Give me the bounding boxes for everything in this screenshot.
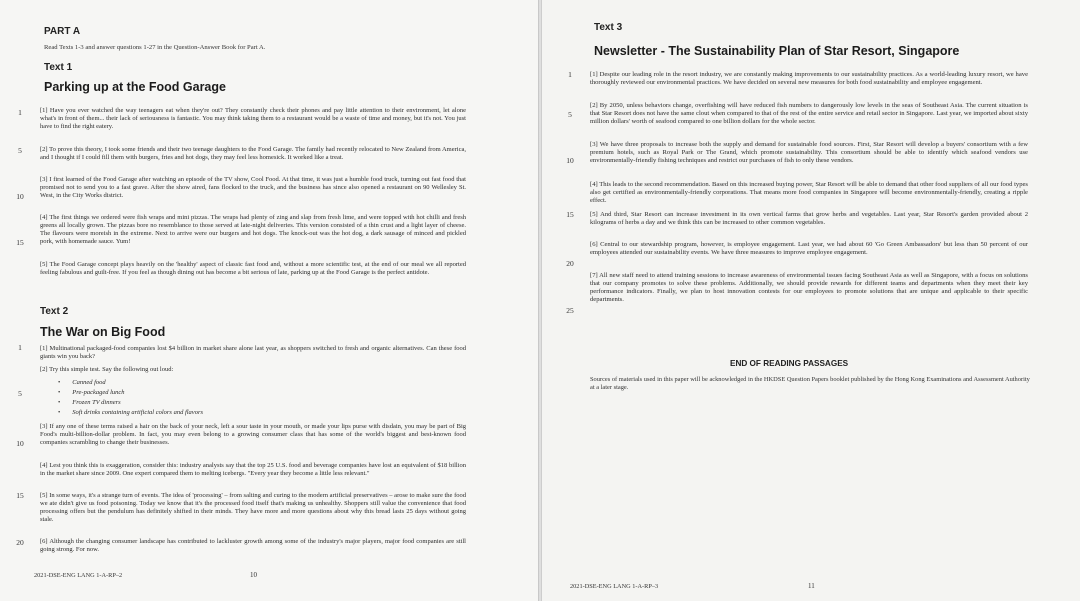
text1-paragraph-3: [3] I first learned of the Food Garage after watching an episode of the TV show, Cool Food. At that time, it was just a humble food truck, turning out fast food that promised not to send you to a fast grave. After the show aired, fans flocked to the truck, and the business has since also opened a restaurant on 90 Wellesley St. West, in the City Works district. xyxy=(40,176,466,199)
text3-label: Text 3 xyxy=(594,22,623,33)
text2-paragraph-1: [1] Multinational packaged-food companies lost $4 billion in market share alone last year, as shoppers switched to fresh and organic alternatives. Can these food giants win you back? xyxy=(40,345,466,360)
line-number: 15 xyxy=(16,491,24,500)
bullet-item: • Soft drinks containing artificial colors and flavors xyxy=(58,408,203,418)
bullet-item: • Canned food xyxy=(58,378,203,388)
text3-paragraph-6: [6] Central to our stewardship program, however, is employee engagement. Last year, we had about 60 'Go Green Ambassadors' but less than 50 percent of our employees attended our sustainability events. We have three measures to improve employee engagement. xyxy=(590,241,1028,256)
line-number: 20 xyxy=(16,538,24,547)
line-number: 25 xyxy=(566,306,574,315)
end-of-passages-heading: END OF READING PASSAGES xyxy=(730,359,849,368)
right-page xyxy=(542,0,1080,601)
line-number: 10 xyxy=(16,439,24,448)
line-number: 1 xyxy=(18,343,22,352)
text1-paragraph-5: [5] The Food Garage concept plays heavily on the 'healthy' aspect of classic fast food and, without a more scientific test, at the end of our meal we all reported feeling fabulous and guilt-free. If you feel as though dining out has become a bit serious of late, parking up at the Food Garage is the perfect antidote. xyxy=(40,261,466,276)
bullet-item: • Frozen TV dinners xyxy=(58,398,203,408)
page-number: 11 xyxy=(808,582,815,590)
line-number: 1 xyxy=(568,70,572,79)
part-heading: PART A xyxy=(44,26,81,37)
line-number: 15 xyxy=(16,238,24,247)
text1-paragraph-1: [1] Have you ever watched the way teenagers eat when they're out? They constantly check their phones and pay little attention to their environment, let alone what's in front of them... their lack of seriousness is fantastic. You may think taking them to a restaurant would be a waste of time and money, but it's not. You just have to find the right eatery. xyxy=(40,107,466,130)
line-number: 10 xyxy=(16,192,24,201)
instructions: Read Texts 1-3 and answer questions 1-27 in the Question-Answer Book for Part A. xyxy=(44,44,266,51)
text3-paragraph-7: [7] All new staff need to attend training sessions to increase awareness of environmental issues facing Southeast Asia as well as Singapore, with a focus on solutions that our company promotes to solve these problems. Additionally, we should provide rewards for different teams and departments when they meet their key performance indicators. Finally, we plan to host innovation contests for our employees to promote solutions that are unique and applicable to their specific departments. xyxy=(590,272,1028,303)
text2-paragraph-3: [3] If any one of these terms raised a hair on the back of your neck, left a sour taste in your mouth, or made your lips purse with disdain, you may be part of Big Food's multi-billion-dollar problem. In fact, you may even belong to a growing consumer class that has some of the world's biggest and best-known food companies scrambling to change their businesses. xyxy=(40,423,466,446)
bullet-item: • Pre-packaged lunch xyxy=(58,388,203,398)
line-number: 5 xyxy=(18,146,22,155)
line-number: 20 xyxy=(566,259,574,268)
line-number: 5 xyxy=(18,389,22,398)
text2-paragraph-4: [4] Lest you think this is exaggeration, consider this: industry analysts say that the top 25 U.S. food and beverage companies have lost an equivalent of $18 billion in the market share since 2009. One expert compared them to melting icebergs. "Every year they become a little less relevant." xyxy=(40,462,466,477)
text3-paragraph-3: [3] We have three proposals to increase both the supply and demand for sustainable food sources. First, Star Resort will develop a buyers' consortium with a few premium hotels, such as Royal Park or The Grand, which promote sustainability. This consortium should be able to identify which seafood vendors use environmentally-friendly fishing techniques and restrict our purchases of fish to only these vendors. xyxy=(590,141,1028,164)
page-number: 10 xyxy=(250,571,257,579)
text3-paragraph-1: [1] Despite our leading role in the resort industry, we are constantly making improvements to our sustainability practices. As a world-leading luxury resort, we have thoroughly reviewed our environmental practices. We have decided on several new measures for both food sustainability and employee engagement. xyxy=(590,71,1028,86)
text2-paragraph-6: [6] Although the changing consumer landscape has contributed to lackluster growth among some of the industry's major players, major food companies are still going strong. For now. xyxy=(40,538,466,553)
text3-paragraph-2: [2] By 2050, unless behaviors change, overfishing will have reduced fish numbers to dangerously low levels in the seas of Southeast Asia. The current situation is that Star Resort does not have the same clout when compared to that of the rest of the entire service and retail sector in Singapore. Last year, we imported about sixty million dollars' worth of seafood compared to one billion dollars for the whole sector. xyxy=(590,102,1028,125)
text2-bullet-list xyxy=(58,378,203,418)
text2-title: The War on Big Food xyxy=(40,325,166,339)
line-number: 5 xyxy=(568,110,572,119)
text3-paragraph-4: [4] This leads to the second recommendation. Based on this increased buying power, Star Resort will be able to demand that other food suppliers of all our food types also get certified as environmentally-friendly corporations. That means more food companies in Singapore will become environmentally-friendly, creating a ripple effect. xyxy=(590,181,1028,204)
text1-title: Parking up at the Food Garage xyxy=(44,80,226,94)
text2-paragraph-2: [2] Try this simple test. Say the following out loud: xyxy=(40,366,174,373)
line-number: 1 xyxy=(18,108,22,117)
text2-label: Text 2 xyxy=(40,306,69,317)
text1-paragraph-2: [2] To prove this theory, I took some friends and their two teenage daughters to the Food Garage. The family had recently relocated to New Zealand from America, and I thought if I could fill them with burgers, fries and hot dogs, they may feel less homesick. It worked like a treat. xyxy=(40,146,466,161)
text3-title: Newsletter - The Sustainability Plan of Star Resort, Singapore xyxy=(594,44,960,58)
text3-paragraph-5: [5] And third, Star Resort can increase investment in its own vertical farms that grow herbs and vegetables. Last year, Star Resort's garden provided about 2 kilograms of herbs a day and we think this can be increased to other common vegetables. xyxy=(590,211,1028,226)
text1-paragraph-4: [4] The first things we ordered were fish wraps and mini pizzas. The wraps had plenty of zing and slap from fresh lime, and were topped with hot chilli and fresh greens all locally grown. The pizzas bore no resemblance to those served at late-night deliveries. This version consisted of a thin crust and a light layer of cheese. The flavours were moreish in the extreme. Next to arrive were our burgers and hot dogs. The knock-out was the hot dog, a dark sausage of minced and pickled pork, with homemade sauce. Yum! xyxy=(40,214,466,245)
sources-note: Sources of materials used in this paper will be acknowledged in the HKDSE Question Papers booklet published by the Hong Kong Examinations and Assessment Authority at a later stage. xyxy=(590,376,1030,391)
text2-paragraph-5: [5] In some ways, it's a strange turn of events. The idea of 'processing' – from salting and curing to the modern artificial preservatives – arose to make sure the food we ate didn't give us food poisoning. Today we know that it's the processed food itself that's making us unhealthy. Shoppers still value the convenience that food processing offers but the pendulum has definitely shifted in their minds. They have more and more questions about why this bread lasts 25 days without going stale. xyxy=(40,492,466,523)
text1-label: Text 1 xyxy=(44,62,73,73)
footer-code: 2021-DSE-ENG LANG 1-A-RP–2 xyxy=(34,572,123,579)
footer-code: 2021-DSE-ENG LANG 1-A-RP–3 xyxy=(570,583,659,590)
left-page xyxy=(0,0,538,601)
line-number: 10 xyxy=(566,156,574,165)
line-number: 15 xyxy=(566,210,574,219)
